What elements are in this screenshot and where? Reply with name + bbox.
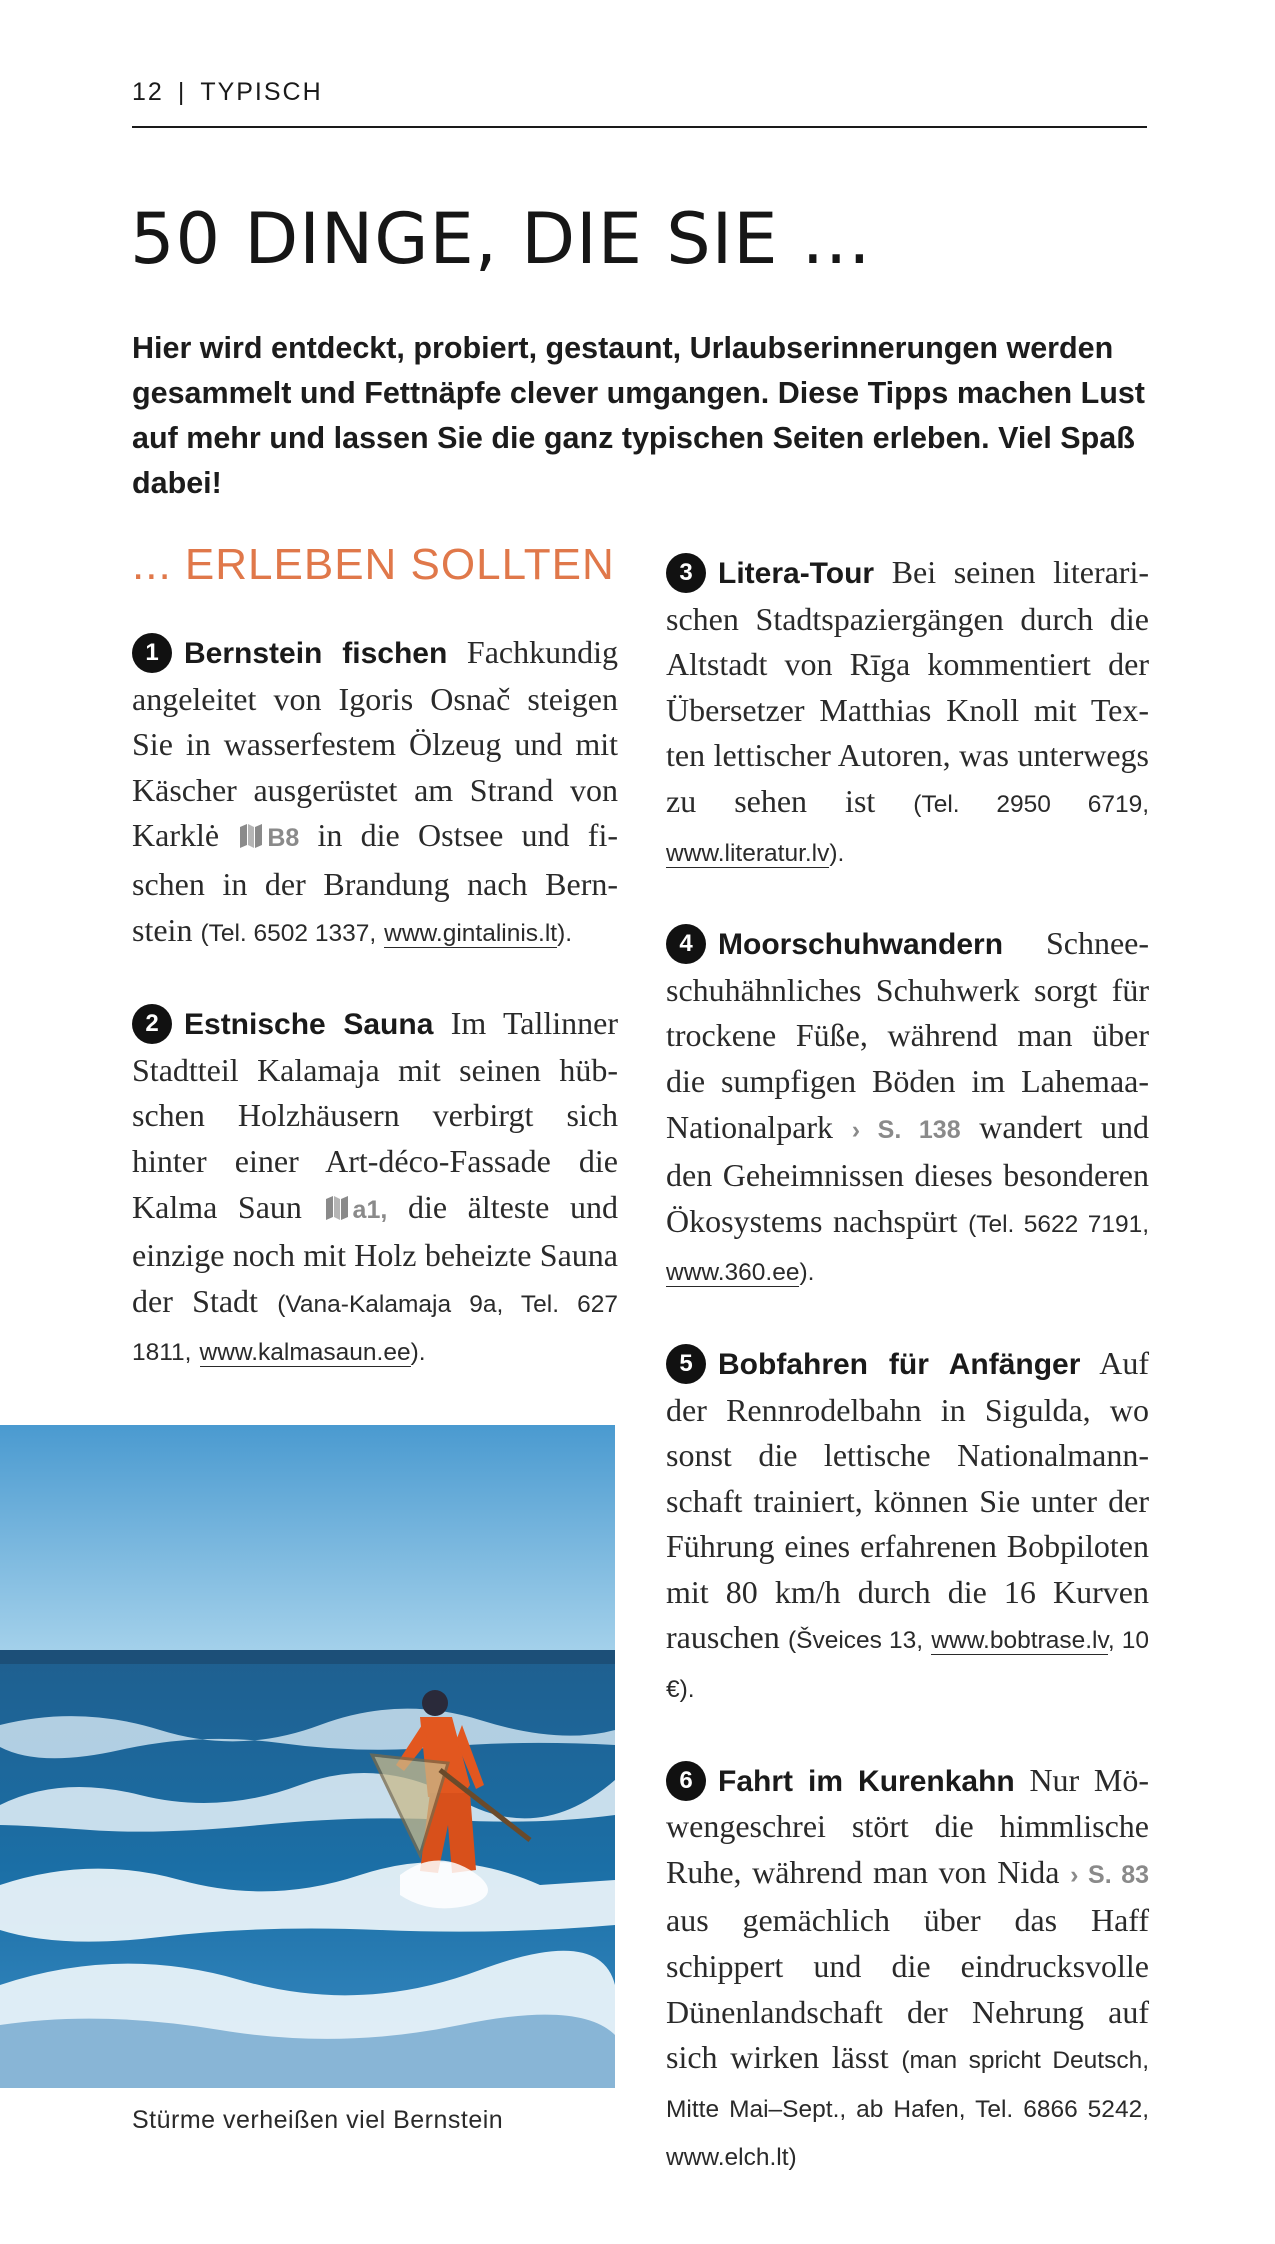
amber-fishing-photo — [0, 1425, 615, 2088]
header-separator: | — [177, 78, 187, 106]
page-reference[interactable]: › S. 138 — [851, 1115, 961, 1144]
list-item — [666, 921, 1149, 1296]
list-item — [132, 630, 618, 956]
item-text: Auf der Rennrodelbahn in Sigulda, wo sonst die lettische Nationalmannschaft trainiert, können Sie unter der Führung eines erfahrenen Bobpiloten mit 80 km/h durch die 16 Kurven rauschen — [666, 1344, 1149, 1656]
section-label: TYPISCH — [200, 78, 323, 106]
website-link[interactable]: www.gintalinis.lt — [384, 919, 558, 947]
item-title: Bobfahren für Anfänger — [718, 1347, 1081, 1381]
item-text-continued: in die Ostsee und fischen in der Brandung nach Bernstein — [132, 817, 619, 948]
item-text: Nur Möwengeschrei stört die himmlische Ruhe, während man von Nida — [666, 1761, 1149, 1890]
item-title: Bernstein fischen — [184, 637, 448, 670]
page-title: 50 DINGE, DIE SIE ... — [130, 198, 872, 280]
item-number-badge: 2 — [132, 1004, 172, 1044]
list-item — [666, 1758, 1149, 2181]
item-text: Fachkundig angeleitet von Igoris Osnač steigen Sie in wasserfestem Ölzeug und mit Käscher ausgerüstet am Strand von Karklė — [132, 634, 619, 854]
item-info-end: ). — [410, 1339, 426, 1367]
item-title: Litera-Tour — [718, 557, 875, 590]
item-info-end: ). — [799, 1259, 815, 1287]
item-text-continued: die älteste und einzige noch mit Holz beheizte Sauna der Stadt — [132, 1188, 619, 1319]
website-link[interactable]: www.literatur.lv — [666, 839, 830, 867]
list-item — [132, 1001, 618, 1376]
running-header — [132, 78, 1147, 128]
item-text-continued: aus gemächlich über das Haff schippert und die eindrucksvolle Dünenlandschaft der Nehrung auf sich wirken lässt — [666, 1902, 1149, 2076]
item-number-badge: 5 — [666, 1344, 706, 1384]
item-contact-info: (Šveices 13, — [787, 1627, 924, 1655]
map-icon — [325, 1195, 349, 1221]
map-reference: a1, — [352, 1195, 388, 1224]
item-contact-info: (Tel. 6502 1337, — [200, 919, 377, 947]
item-info-end: , 10 €). — [666, 1627, 1150, 1704]
item-text-continued: wandert und den Geheimnissen dieses besonderen Ökosystems nachspürt — [666, 1108, 1150, 1239]
item-contact-info: (Vana-Kalamaja 9a, Tel. 627 1811, — [132, 1290, 619, 1367]
photo-caption: Stürme verheißen viel Bernstein — [132, 2106, 504, 2134]
website-link[interactable]: www.360.ee — [666, 1259, 800, 1287]
item-number-badge: 3 — [666, 553, 706, 593]
item-title: Moorschuhwandern — [718, 928, 1004, 962]
website-link[interactable]: www.bobtrase.lv — [931, 1627, 1108, 1655]
item-title: Estnische Sauna — [184, 1008, 434, 1042]
item-contact-info: (Tel. 2950 6719, — [913, 790, 1150, 818]
right-column — [666, 550, 1149, 2226]
map-icon — [239, 823, 263, 849]
item-contact-info: (Tel. 5622 7191, — [968, 1210, 1149, 1238]
item-info-end: ). — [829, 839, 845, 867]
item-contact-info: (man spricht Deutsch, Mitte Mai–Sept., ab Hafen, Tel. 6866 5242, www.elch.lt) — [666, 2047, 1150, 2172]
photo-illustration — [0, 1425, 615, 2088]
left-column — [132, 540, 618, 1421]
item-number-badge: 1 — [132, 633, 172, 673]
item-number-badge: 6 — [666, 1761, 706, 1801]
item-text: Im Tallinner Stadtteil Kalamaja mit seinen hübschen Holzhäusern verbirgt sich hinter einer Art-déco-Fassade die Kalma Saun — [132, 1005, 618, 1225]
item-text: Bei seinen literarischen Stadtspaziergängen durch die Altstadt von Rīga kommentiert der Übersetzer Matthias Knoll mit Texten lettischer Autoren, was unterwegs zu sehen ist — [666, 554, 1150, 819]
list-item — [666, 1341, 1149, 1713]
item-title: Fahrt im Kurenkahn — [718, 1764, 1015, 1798]
intro-paragraph: Hier wird entdeckt, probiert, gestaunt, Urlaubserinnerungen werden gesammelt und Fettnäpfe clever umgangen. Diese Tipps machen Lust auf mehr und lassen Sie die ganz typischen Seiten erleben. Viel Spaß dabei! — [132, 331, 1145, 500]
list-item — [666, 550, 1149, 876]
section-heading: ... ERLEBEN SOLLTEN — [132, 540, 615, 589]
item-number-badge: 4 — [666, 924, 706, 964]
page-reference[interactable]: › S. 83 — [1070, 1860, 1150, 1889]
item-info-end: ). — [557, 919, 573, 947]
map-reference: B8 — [267, 824, 300, 853]
website-link[interactable]: www.kalmasaun.ee — [199, 1339, 411, 1367]
page-number: 12 — [132, 78, 164, 106]
item-text: Schneeschuhähnliches Schuhwerk sorgt für trockene Füße, während man über die sumpfigen Böden im Lahemaa-Nationalpark — [666, 925, 1149, 1145]
